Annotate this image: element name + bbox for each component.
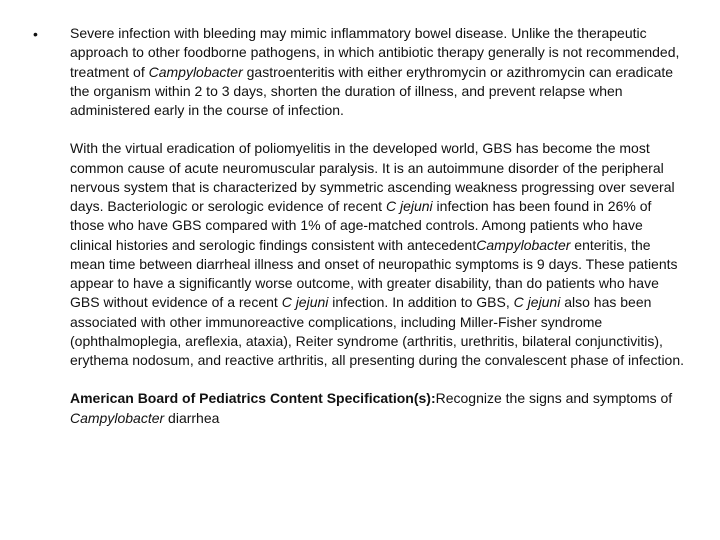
paragraph-gbs [70, 139, 686, 370]
italic-term: C jejuni [281, 294, 329, 311]
content-spec-label: American Board of Pediatrics Content Specification(s): [70, 390, 436, 407]
text-run: also has been associated with other immunoreactive complications, including Miller-Fisher syndrome (ophthalmoplegia, areflexia, ataxia), Reiter syndrome (arthritis, urethritis, bilateral conjunctivitis), erythema nodosum, and reactive arthritis, all presenting during the convalescent phase of infection. [70, 294, 685, 368]
text-run: Recognize the signs and symptoms of [435, 390, 673, 407]
italic-term: C jejuni [513, 294, 561, 311]
text-run: With the virtual eradication of poliomyelitis in the developed world, GBS has become the most common cause of acute neuromuscular paralysis. It is an autoimmune disorder of the peripheral nervous system that is characterized by symmetric ascending weakness progressing over several days. Bacteriologic or serologic evidence of recent [70, 140, 675, 214]
italic-term: Campylobacter [476, 236, 571, 253]
paragraph-content-spec [70, 389, 686, 428]
text-run: infection has been found in 26% of those who have GBS compared with 1% of age-matched controls. Among patients who have clinical histories and serologic findings consistent with antecedent [70, 198, 652, 253]
slide-body [70, 24, 686, 428]
italic-term: Campylobacter [148, 63, 243, 80]
text-run: Severe infection with bleeding may mimic inflammatory bowel disease. Unlike the therapeutic approach to other foodborne pathogens, in which antibiotic therapy generally is not recommended, treatment of [70, 25, 680, 80]
text-run: enteritis, the mean time between diarrheal illness and onset of neuropathic symptoms is 9 days. These patients appear to have a significantly worse outcome, with greater disability, than do patients who have GBS without evidence of a recent [70, 236, 678, 311]
text-run: diarrhea [164, 409, 220, 426]
bullet-marker: • [33, 26, 38, 42]
text-run: infection. In addition to GBS, [328, 294, 514, 311]
text-run: gastroenteritis with either erythromycin or azithromycin can eradicate the organism within 2 to 3 days, shorten the duration of illness, and prevent relapse when administered early in the course of infection. [70, 63, 674, 118]
italic-term: Campylobacter [70, 409, 165, 426]
paragraph-treatment [70, 24, 686, 120]
italic-term: C jejuni [385, 198, 433, 214]
